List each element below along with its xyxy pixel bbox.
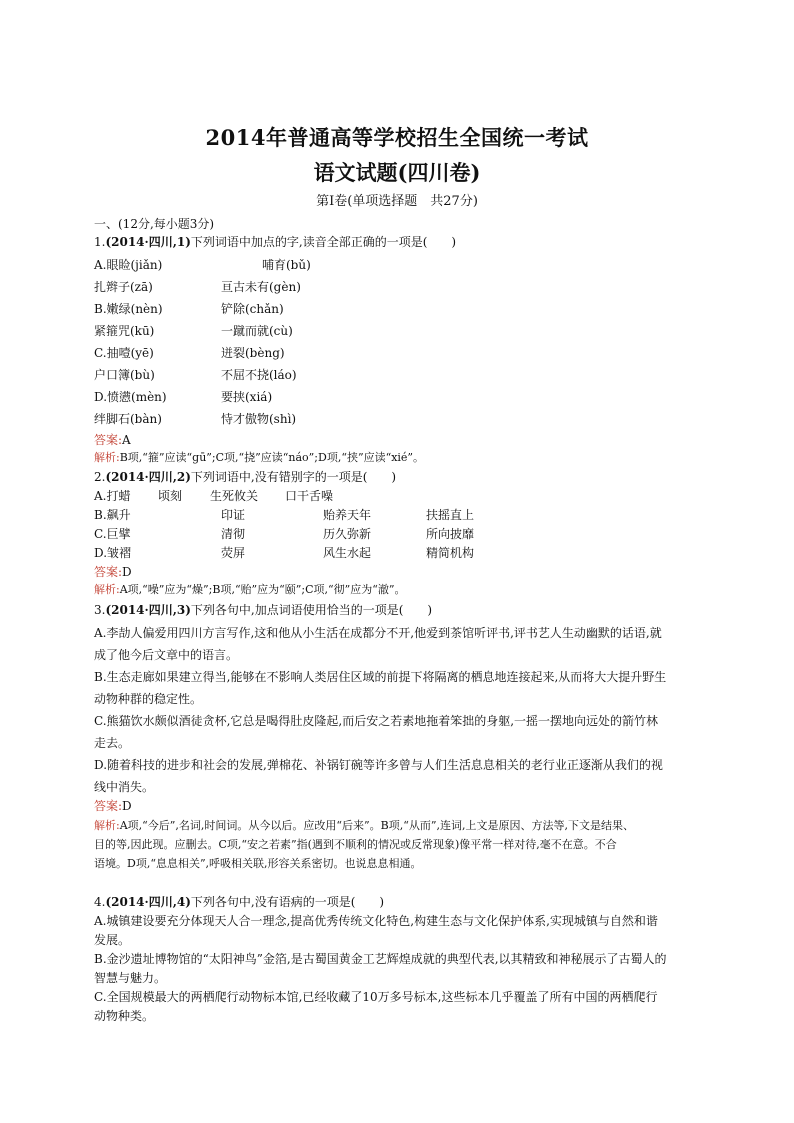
q4-option-a-line-1: A.城镇建设要充分体现天人合一理念,提高优秀传统文化特色,构建生态与文化保护体系,实现城镇与自然和谐 — [94, 914, 658, 928]
q2-option-c-4: 所向披靡 — [426, 527, 475, 541]
q2-answer — [94, 564, 132, 580]
q2-option-a-2: 顷刻 — [158, 489, 183, 503]
q3-option-d-line-2: 线中消失。 — [94, 780, 155, 794]
q3-answer — [94, 798, 132, 814]
q2-option-b-2: 印证 — [221, 508, 246, 522]
q4-option-a-line-2: 发展。 — [94, 933, 131, 947]
explanation-label: 解析: — [94, 819, 120, 832]
q3-explanation-line-2: 目的等,因此现。应删去。C项,“安之若素”指(遇到不顺利的情况或反常现象)像平常一样对待,毫不在意。不合 — [94, 838, 617, 851]
question-number: 4. — [94, 895, 106, 909]
q4-option-c-line-1: C.全国规模最大的两栖爬行动物标本馆,已经收藏了10万多号标本,这些标本几乎覆盖了所有中国的两栖爬行 — [94, 990, 658, 1004]
q2-option-a-1: A.打蜡 — [94, 489, 131, 503]
question-source: (2014·四川,1) — [105, 235, 191, 249]
q2-option-c-1: C.巨擘 — [94, 527, 131, 541]
q3-option-b-line-1: B.生态走廊如果建立得当,能够在不影响人类居住区域的前提下将隔离的栖息地连接起来,从而将大大提升野生 — [94, 670, 667, 684]
q1-explanation — [94, 450, 424, 466]
explanation-label: 解析: — [94, 583, 120, 596]
answer-value: D — [122, 799, 132, 813]
question-number: 2. — [94, 470, 106, 484]
q2-option-c-2: 清彻 — [221, 527, 246, 541]
q1-option-d-3: 绊脚石(bàn) — [94, 412, 162, 426]
q1-option-c-4: 不屈不挠(láo) — [221, 368, 297, 382]
q2-option-a-4: 口干舌噪 — [285, 489, 334, 503]
exam-subtitle: 语文试题(四川卷) — [313, 160, 481, 185]
q3-option-d-line-1: D.随着科技的进步和社会的发展,弹棉花、补锅钉碗等许多曾与人们生活息息相关的老行业正逐渐从我们的视 — [94, 758, 663, 772]
question-text: 下列各句中,没有语病的一项是( ) — [190, 895, 385, 909]
question-2-stem — [94, 469, 396, 485]
q2-option-b-1: B.飙升 — [94, 508, 131, 522]
answer-value: D — [122, 565, 132, 579]
q1-option-c-3: 户口簿(bù) — [94, 368, 155, 382]
q3-option-b-line-2: 动物种群的稳定性。 — [94, 692, 203, 706]
q3-option-c-line-1: C.熊猫饮水颇似酒徒贪杯,它总是喝得肚皮隆起,而后安之若素地拖着笨拙的身躯,一摇一摆地向远处的箭竹林 — [94, 714, 659, 728]
explanation-label: 解析: — [94, 451, 120, 464]
q2-option-a-3: 生死攸关 — [210, 489, 259, 503]
q1-option-a-1: A.眼睑(jiǎn) — [94, 258, 163, 272]
q1-option-b-4: 一蹴而就(cù) — [221, 324, 293, 338]
answer-label: 答案: — [94, 433, 123, 447]
section-heading: 一、(12分,每小题3分) — [94, 217, 215, 231]
q2-explanation — [94, 582, 406, 598]
question-4-stem — [94, 894, 384, 910]
q3-explanation-line-1 — [94, 818, 634, 834]
explanation-text: A项,“今后”,名词,时间词。从今以后。应改用“后来”。B项,“从而”,连词,上文是原因、方法等,下文是结果、 — [119, 819, 634, 832]
q4-option-c-line-2: 动物种类。 — [94, 1009, 155, 1023]
question-source: (2014·四川,4) — [105, 895, 191, 909]
q2-option-d-2: 荧屏 — [221, 546, 246, 560]
question-1-stem — [94, 234, 456, 250]
q1-option-d-2: 要挟(xiá) — [221, 390, 273, 404]
q2-option-b-4: 扶摇直上 — [426, 508, 475, 522]
q4-option-b-line-1: B.金沙遗址博物馆的“太阳神鸟”金箔,是古蜀国黄金工艺辉煌成就的典型代表,以其精致和神秘展示了古蜀人的 — [94, 952, 667, 966]
answer-label: 答案: — [94, 799, 123, 813]
question-3-stem — [94, 602, 432, 618]
q1-answer — [94, 432, 131, 448]
q1-option-b-2: 铲除(chǎn) — [221, 302, 284, 316]
question-source: (2014·四川,2) — [105, 470, 191, 484]
q1-option-a-4: 亘古未有(gèn) — [221, 280, 301, 294]
q1-option-c-1: C.抽噎(yē) — [94, 346, 154, 360]
q1-option-b-3: 紧箍咒(kū) — [94, 324, 155, 338]
q3-option-c-line-2: 走去。 — [94, 736, 131, 750]
question-number: 1. — [94, 235, 106, 249]
q1-option-d-1: D.愤懑(mèn) — [94, 390, 167, 404]
q2-option-b-3: 贻养天年 — [323, 508, 372, 522]
q2-option-d-4: 精简机构 — [426, 546, 475, 560]
answer-label: 答案: — [94, 565, 123, 579]
exam-title: 2014年普通高等学校招生全国统一考试 — [205, 125, 589, 150]
paper-section-title: 第Ⅰ卷(单项选择题 共27分) — [316, 194, 478, 209]
explanation-text: A项,“噪”应为“燥”;B项,“贻”应为“颐”;C项,“彻”应为“澈”。 — [119, 583, 406, 596]
q2-option-c-3: 历久弥新 — [323, 527, 372, 541]
question-source: (2014·四川,3) — [105, 603, 191, 617]
q3-option-a-line-1: A.李劼人偏爱用四川方言写作,这和他从小生活在成都分不开,他爱到茶馆听评书,评书艺人生动幽默的话语,就 — [94, 626, 662, 640]
explanation-text: B项,“箍”应读“gū”;C项,“挠”应读“náo”;D项,“挟”应读“xié”。 — [119, 451, 425, 464]
q3-option-a-line-2: 成了他今后文章中的语言。 — [94, 648, 239, 662]
answer-value: A — [122, 433, 131, 447]
q1-option-a-3: 扎辫子(zā) — [94, 280, 153, 294]
q3-explanation-line-3: 语境。D项,“息息相关”,呼吸相关联,形容关系密切。也说息息相通。 — [94, 857, 422, 870]
question-number: 3. — [94, 603, 106, 617]
q2-option-d-3: 风生水起 — [323, 546, 372, 560]
q1-option-d-4: 恃才傲物(shì) — [221, 412, 297, 426]
q4-option-b-line-2: 智慧与魅力。 — [94, 971, 167, 985]
question-text: 下列词语中,没有错别字的一项是( ) — [190, 470, 397, 484]
question-text: 下列各句中,加点词语使用恰当的一项是( ) — [190, 603, 433, 617]
q1-option-b-1: B.嫩绿(nèn) — [94, 302, 163, 316]
q1-option-a-2: 哺育(bǔ) — [262, 258, 311, 272]
q1-option-c-2: 迸裂(bèng) — [221, 346, 285, 360]
question-text: 下列词语中加点的字,读音全部正确的一项是( ) — [190, 235, 457, 249]
q2-option-d-1: D.皱褶 — [94, 546, 132, 560]
